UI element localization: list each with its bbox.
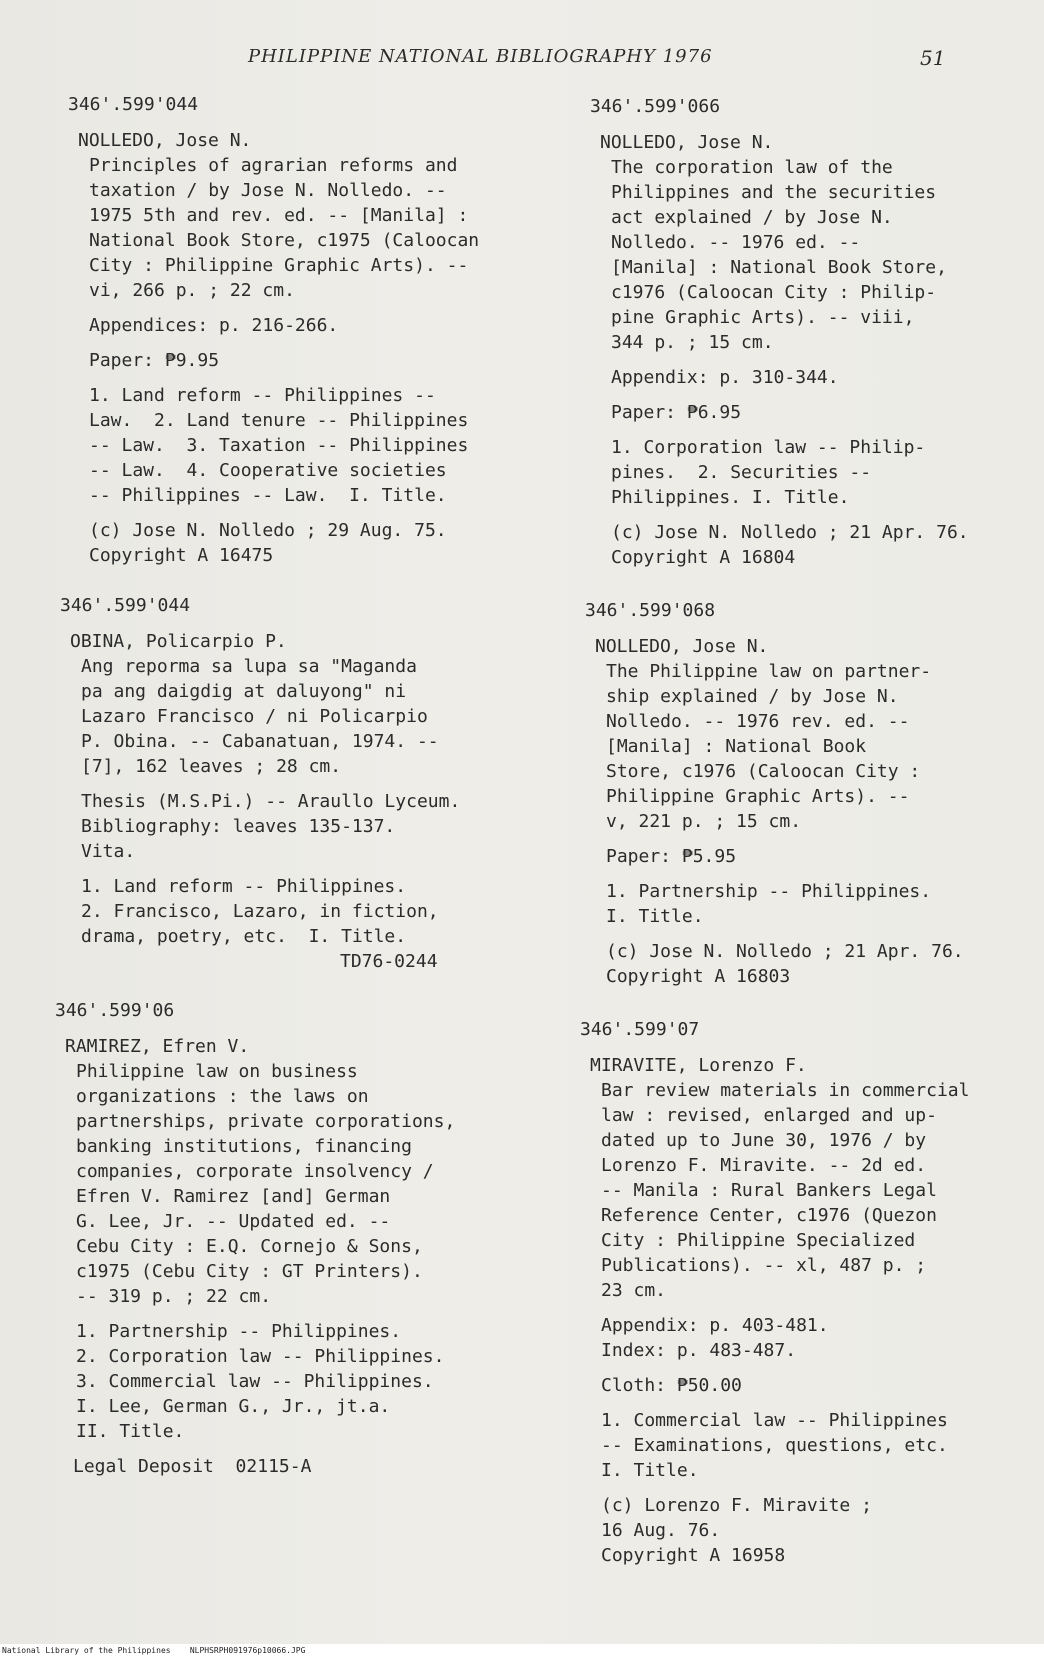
description-line: Philippine Graphic Arts). -- — [606, 786, 910, 807]
description-line: Cebu City : E.Q. Cornejo & Sons, — [76, 1236, 423, 1257]
copyright-line: Copyright A 16803 — [606, 966, 791, 987]
description-line: banking institutions, financing — [76, 1136, 412, 1157]
description-line: v, 221 p. ; 15 cm. — [606, 811, 802, 832]
class-number: 346'.599'07 — [580, 1019, 700, 1040]
description-line: Reference Center, c1976 (Quezon — [601, 1205, 937, 1226]
subject-line: I. Title. — [601, 1460, 699, 1481]
entry-miravite — [580, 1017, 969, 1568]
author: NOLLEDO, Jose N. — [595, 636, 769, 657]
copyright-line: (c) Jose N. Nolledo ; 29 Aug. 75. — [89, 520, 447, 541]
description-line: Lorenzo F. Miravite. -- 2d ed. — [601, 1155, 927, 1176]
copyright-line: (c) Lorenzo F. Miravite ; — [601, 1495, 872, 1516]
subject-line: 1. Commercial law -- Philippines — [601, 1410, 948, 1431]
copyright-line: Copyright A 16475 — [89, 545, 274, 566]
description-line: G. Lee, Jr. -- Updated ed. -- — [76, 1211, 391, 1232]
description-line: dated up to June 30, 1976 / by — [601, 1130, 927, 1151]
description-line: Philippines and the securities — [611, 182, 937, 203]
note: Vita. — [81, 841, 136, 862]
description-line: taxation / by Jose N. Nolledo. -- — [89, 180, 447, 201]
subject-line: -- Examinations, questions, etc. — [601, 1435, 948, 1456]
description-line: Store, c1976 (Caloocan City : — [606, 761, 921, 782]
copyright-line: (c) Jose N. Nolledo ; 21 Apr. 76. — [611, 522, 969, 543]
running-header: PHILIPPINE NATIONAL BIBLIOGRAPHY 1976 — [248, 46, 713, 67]
note: Index: p. 483-487. — [601, 1340, 797, 1361]
description-line: [7], 162 leaves ; 28 cm. — [81, 756, 342, 777]
entry-ramirez — [55, 998, 455, 1479]
entry-obina — [60, 593, 460, 974]
copyright-line: Copyright A 16958 — [601, 1545, 786, 1566]
page-number: 51 — [920, 46, 946, 70]
note: Appendices: p. 216-266. — [89, 315, 339, 336]
subject-line: 1. Corporation law -- Philip- — [611, 437, 926, 458]
subject-line: I. Lee, German G., Jr., jt.a. — [76, 1396, 391, 1417]
description-line: The Philippine law on partner- — [606, 661, 932, 682]
description-line: City : Philippine Graphic Arts). -- — [89, 255, 469, 276]
class-number: 346'.599'06 — [55, 1000, 175, 1021]
author: NOLLEDO, Jose N. — [78, 130, 252, 151]
subject-line: 1. Land reform -- Philippines. — [81, 876, 407, 897]
subject-line: 1. Partnership -- Philippines. — [76, 1321, 402, 1342]
description-line: City : Philippine Specialized — [601, 1230, 916, 1251]
note: Appendix: p. 403-481. — [601, 1315, 829, 1336]
copyright-line: (c) Jose N. Nolledo ; 21 Apr. 76. — [606, 941, 964, 962]
description-line: Nolledo. -- 1976 rev. ed. -- — [606, 711, 910, 732]
subject-line: pines. 2. Securities -- — [611, 462, 872, 483]
description-line: c1976 (Caloocan City : Philip- — [611, 282, 937, 303]
description-line: 23 cm. — [601, 1280, 667, 1301]
copyright-line: Copyright A 16804 — [611, 547, 796, 568]
price: Paper: ₱6.95 — [611, 402, 742, 423]
description-line: c1975 (Cebu City : GT Printers). — [76, 1261, 423, 1282]
entry-nolledo-agrarian — [68, 92, 479, 568]
description-line: law : revised, enlarged and up- — [601, 1105, 937, 1126]
note: Thesis (M.S.Pi.) -- Araullo Lyceum. — [81, 791, 461, 812]
entry-nolledo-partnership — [585, 598, 964, 989]
legal-deposit: Legal Deposit 02115-A — [73, 1456, 312, 1477]
class-number: 346'.599'044 — [60, 595, 191, 616]
entry-nolledo-corporation — [590, 94, 969, 570]
note: Appendix: p. 310-344. — [611, 367, 839, 388]
description-line: -- Manila : Rural Bankers Legal — [601, 1180, 937, 1201]
subject-line: Philippines. I. Title. — [611, 487, 850, 508]
author: MIRAVITE, Lorenzo F. — [590, 1055, 807, 1076]
class-number: 346'.599'068 — [585, 600, 716, 621]
author: RAMIREZ, Efren V. — [65, 1036, 250, 1057]
note: Bibliography: leaves 135-137. — [81, 816, 396, 837]
copyright-line: 16 Aug. 76. — [601, 1520, 721, 1541]
description-line: organizations : the laws on — [76, 1086, 369, 1107]
description-line: Ang reporma sa lupa sa "Maganda — [81, 656, 417, 677]
class-number: 346'.599'066 — [590, 96, 721, 117]
record-code: TD76-0244 — [340, 951, 438, 972]
description-line: pa ang daigdig at daluyong" ni — [81, 681, 407, 702]
scan-footer: National Library of the Philippines NLPHSRPH091976p10066.JPG — [0, 1644, 1044, 1658]
price: Cloth: ₱50.00 — [601, 1375, 742, 1396]
subject-line: 1. Land reform -- Philippines -- — [89, 385, 436, 406]
description-line: P. Obina. -- Cabanatuan, 1974. -- — [81, 731, 439, 752]
subject-line: II. Title. — [76, 1421, 185, 1442]
author: OBINA, Policarpio P. — [70, 631, 287, 652]
description-line: The corporation law of the — [611, 157, 893, 178]
subject-line: drama, poetry, etc. I. Title. — [81, 926, 407, 947]
description-line: Publications). -- xl, 487 p. ; — [601, 1255, 927, 1276]
subject-line: Law. 2. Land tenure -- Philippines — [89, 410, 469, 431]
description-line: act explained / by Jose N. — [611, 207, 893, 228]
description-line: pine Graphic Arts). -- viii, — [611, 307, 915, 328]
subject-line: -- Philippines -- Law. I. Title. — [89, 485, 447, 506]
description-line: Principles of agrarian reforms and — [89, 155, 458, 176]
description-line: [Manila] : National Book — [606, 736, 867, 757]
subject-line: 2. Francisco, Lazaro, in fiction, — [81, 901, 439, 922]
description-line: ship explained / by Jose N. — [606, 686, 899, 707]
class-number: 346'.599'044 — [68, 94, 199, 115]
subject-line: 2. Corporation law -- Philippines. — [76, 1346, 445, 1367]
subject-line: -- Law. 4. Cooperative societies — [89, 460, 447, 481]
description-line: 344 p. ; 15 cm. — [611, 332, 774, 353]
subject-line: I. Title. — [606, 906, 704, 927]
subject-line: 3. Commercial law -- Philippines. — [76, 1371, 434, 1392]
description-line: partnerships, private corporations, — [76, 1111, 456, 1132]
author: NOLLEDO, Jose N. — [600, 132, 774, 153]
subject-line: 1. Partnership -- Philippines. — [606, 881, 932, 902]
description-line: companies, corporate insolvency / — [76, 1161, 434, 1182]
price: Paper: ₱9.95 — [89, 350, 220, 371]
price: Paper: ₱5.95 — [606, 846, 737, 867]
description-line: 1975 5th and rev. ed. -- [Manila] : — [89, 205, 469, 226]
description-line: Philippine law on business — [76, 1061, 358, 1082]
subject-line: -- Law. 3. Taxation -- Philippines — [89, 435, 469, 456]
description-line: -- 319 p. ; 22 cm. — [76, 1286, 272, 1307]
description-line: Efren V. Ramirez [and] German — [76, 1186, 391, 1207]
description-line: vi, 266 p. ; 22 cm. — [89, 280, 295, 301]
description-line: Bar review materials in commercial — [601, 1080, 970, 1101]
description-line: Lazaro Francisco / ni Policarpio — [81, 706, 428, 727]
description-line: National Book Store, c1975 (Caloocan — [89, 230, 480, 251]
description-line: Nolledo. -- 1976 ed. -- — [611, 232, 861, 253]
description-line: [Manila] : National Book Store, — [611, 257, 947, 278]
